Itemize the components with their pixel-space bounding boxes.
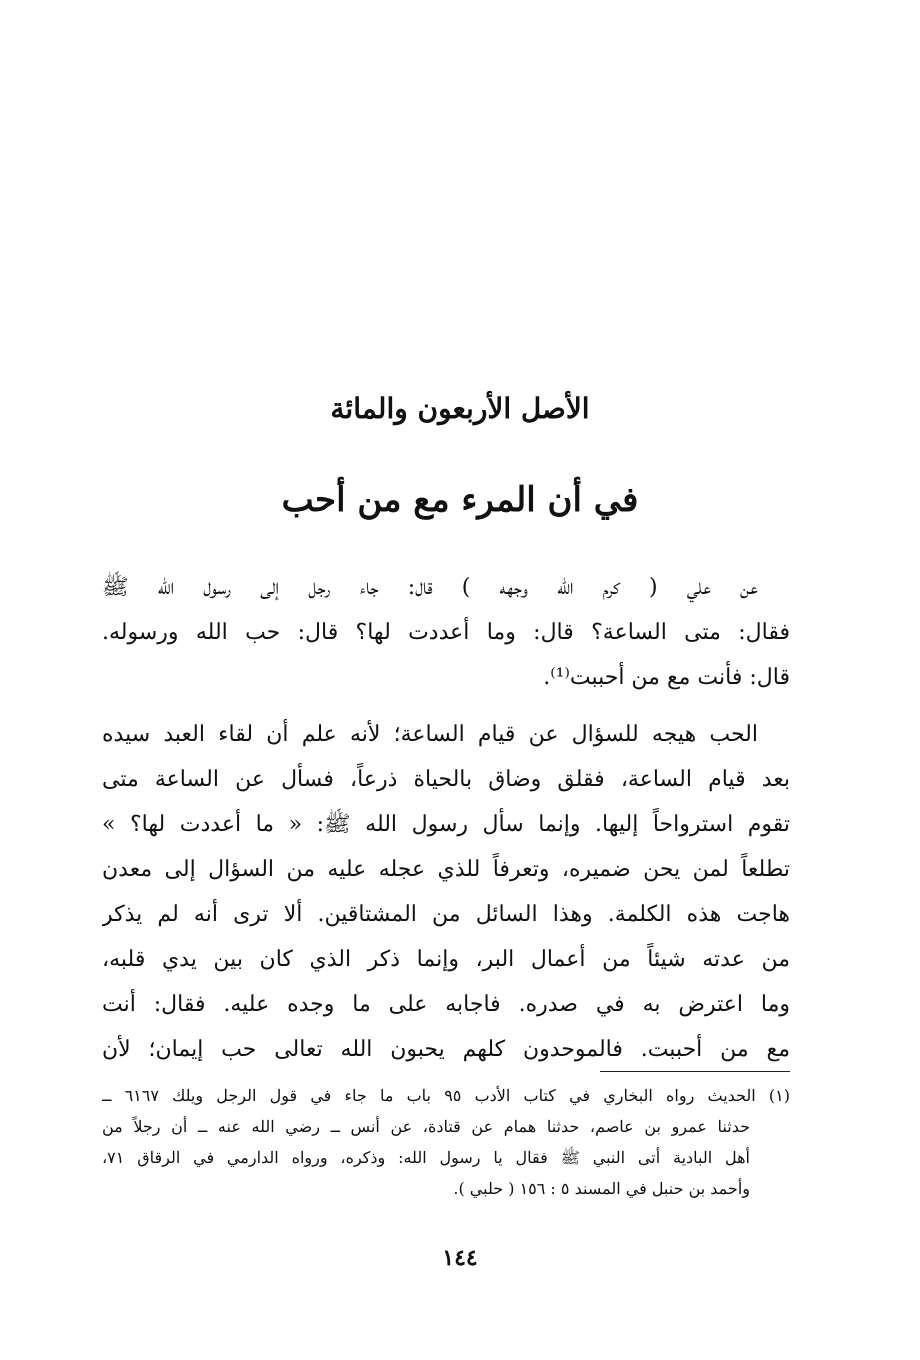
footnote-line: أهل البادية أتى النبي ﷺ فقال يا رسول الله: وذكره، ورواه الدارمي في الرقاق ٧١، xyxy=(102,1148,750,1167)
text-line: من عدته شيئاً من أعمال البر، وإنما ذكر الذي كان بين يدي قلبه، xyxy=(102,947,790,972)
chapter-subtitle: في أن المرء مع من أحب xyxy=(281,480,639,520)
text-line: وما اعترض به في صدره. فاجابه على ما وجده عليه. فقال: أنت xyxy=(102,992,790,1017)
text-line: بعد قيام الساعة، فقلق وضاق بالحياة ذرعاً، فسأل عن الساعة متى xyxy=(102,767,790,792)
text-line: مع من أحببت. فالموحدون كلهم يحبون الله تعالى حب إيمان؛ لأن xyxy=(102,1037,790,1062)
text-line: تقوم استرواحاً إليها. وإنما سأل رسول الله ﷺ: « ما أعددت لها؟ » xyxy=(102,812,790,837)
text-line: هاجت هذه الكلمة. وهذا السائل من المشتاقين. ألا ترى أنه لم يذكر xyxy=(102,902,790,927)
text-line: عن علي ( كرم الله وجهه ) قال: جاء رجل إلى رسول الله ﷺ xyxy=(102,575,758,600)
text-line: فقال: متى الساعة؟ قال: وما أعددت لها؟ قال: حب الله ورسوله. xyxy=(102,620,790,645)
footnote-divider xyxy=(600,1071,790,1072)
text-line: الحب هيجه للسؤال عن قيام الساعة؛ لأنه علم أن لقاء العبد سيده xyxy=(102,722,758,747)
text-line: قال: فأنت مع من أحببت⁽¹⁾. xyxy=(543,665,790,690)
footnote xyxy=(102,1080,790,1204)
commentary-paragraph xyxy=(102,712,790,1072)
footnote-line: (١) الحديث رواه البخاري في كتاب الأدب ٩٥ باب ما جاء في قول الرجل ويلك ٦١٦٧ ــ xyxy=(102,1086,790,1105)
footnote-line: حدثنا عمرو بن عاصم، حدثنا همام عن قتادة، عن أنس ــ رضي الله عنه ــ أن رجلاً من xyxy=(102,1117,750,1136)
hadith-paragraph xyxy=(102,565,790,700)
text-line: تطلعاً لمن يحن ضميره، وتعرفاً للذي عجله عليه من السؤال إلى معدن xyxy=(102,857,790,882)
chapter-title: الأصل الأربعون والمائة xyxy=(330,392,590,425)
footnote-line: وأحمد بن حنبل في المسند ٥ : ١٥٦ ( حلبي ). xyxy=(453,1179,750,1198)
page-number: ١٤٤ xyxy=(442,1245,478,1271)
